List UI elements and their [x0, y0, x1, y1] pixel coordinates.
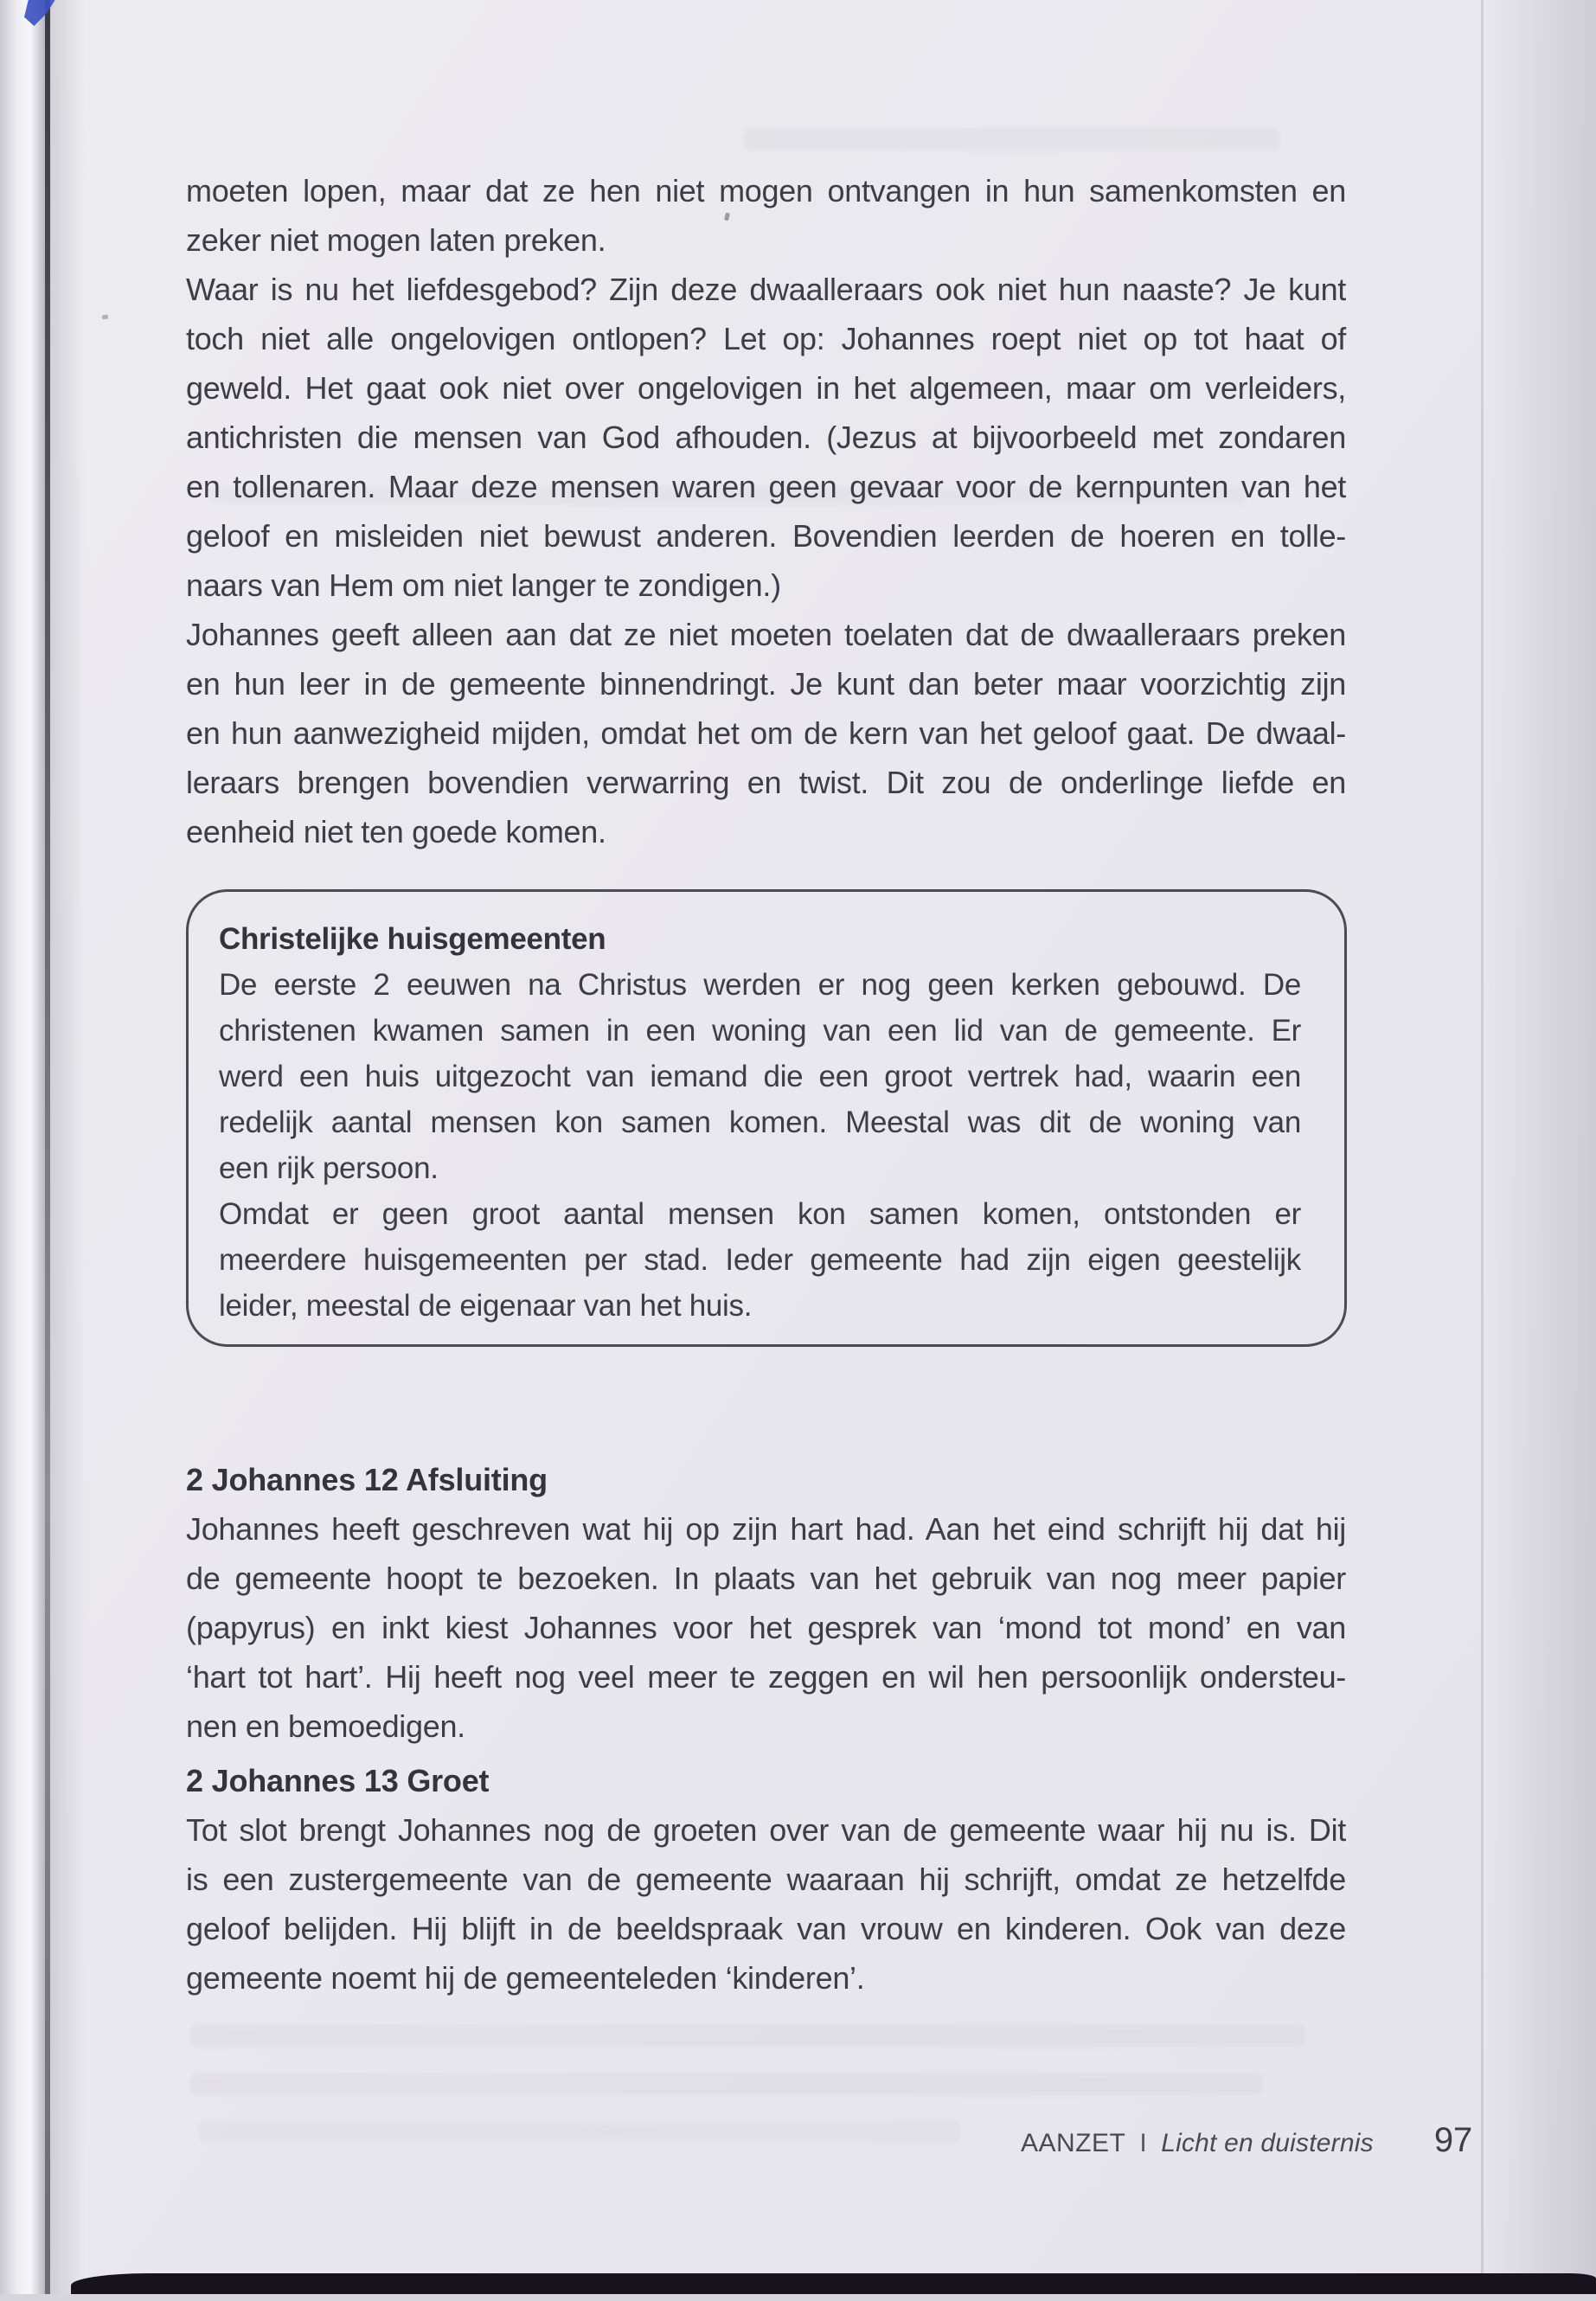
- bleedthrough-ghost-text: [190, 2073, 1263, 2095]
- page-footer: [1021, 2121, 1473, 2163]
- page-left-edge-shadow: [0, 0, 45, 2301]
- text-line: Waar is nu het liefdesgebod? Zijn deze dwaalleraars ook niet hun naaste? Je kunt: [186, 272, 1346, 307]
- text-line: eenheid niet ten goede komen.: [186, 814, 606, 849]
- text-line: moeten lopen, maar dat ze hen niet mogen ontvangen in hun samenkomsten en: [186, 173, 1346, 208]
- paragraph: [186, 265, 1346, 610]
- intro-text-block: [186, 166, 1346, 856]
- text-line: toch niet alle ongelovigen ontlopen? Let op: Johannes roept niet op tot haat of: [186, 321, 1346, 356]
- infobox-christelijke-huisgemeenten: [186, 889, 1347, 1347]
- footer-divider: I: [1139, 2129, 1148, 2157]
- scan-bottom-band: [71, 2273, 1596, 2295]
- text-line: en hun aanwezigheid mijden, omdat het om de kern van het geloof gaat. De dwaal-: [186, 715, 1346, 751]
- text-line: redelijk aantal mensen kon samen komen. Meestal was dit de woning van: [219, 1106, 1301, 1139]
- scan-bottom-strip: [0, 2294, 1596, 2301]
- section-paragraph-groet: [186, 1805, 1346, 2003]
- page-right-edge-shadow: [1484, 0, 1596, 2301]
- bleedthrough-ghost-text: [190, 2024, 1306, 2047]
- text-line: Omdat er geen groot aantal mensen kon samen komen, ontstonden er: [219, 1197, 1301, 1231]
- bleedthrough-ghost-text: [744, 128, 1280, 151]
- series-name: AANZET: [1021, 2129, 1126, 2157]
- text-line: een rijk persoon.: [219, 1151, 439, 1185]
- text-line: de gemeente hoopt te bezoeken. In plaats van het gebruik van nog meer papier: [186, 1561, 1346, 1596]
- text-line: De eerste 2 eeuwen na Christus werden er nog geen kerken gebouwd. De: [219, 968, 1301, 1002]
- text-line: en tollenaren. Maar deze mensen waren geen gevaar voor de kernpunten van het: [186, 469, 1346, 504]
- text-line: Johannes heeft geschreven wat hij op zijn hart had. Aan het eind schrijft hij dat hij: [186, 1511, 1346, 1547]
- paragraph: [186, 610, 1346, 856]
- text-line: geloof en misleiden niet bewust anderen. Bovendien leerden de hoeren en tolle-: [186, 518, 1346, 554]
- text-line: Johannes geeft alleen aan dat ze niet moeten toelaten dat de dwaalleraars preken: [186, 617, 1346, 652]
- paragraph: [186, 166, 1346, 265]
- text-line: ‘hart tot hart’. Hij heeft nog veel meer te zeggen en wil hen persoonlijk ondersteu-: [186, 1659, 1346, 1695]
- page-left-edge-fade: [50, 0, 85, 2301]
- scan-speck: [102, 315, 109, 320]
- section-heading-afsluiting: 2 Johannes 12 Afsluiting: [186, 1462, 548, 1497]
- infobox-title: Christelijke huisgemeenten: [219, 922, 606, 956]
- page-number: 97: [1433, 2121, 1473, 2159]
- text-line: leider, meestal de eigenaar van het huis.: [219, 1289, 753, 1323]
- text-line: nen en bemoedigen.: [186, 1708, 465, 1744]
- text-line: Tot slot brengt Johannes nog de groeten over van de gemeente waar hij nu is. Dit: [186, 1812, 1346, 1848]
- text-line: christenen kwamen samen in een woning van een lid van de gemeente. Er: [219, 1014, 1301, 1048]
- text-line: (papyrus) en inkt kiest Johannes voor het gesprek van ‘mond tot mond’ en van: [186, 1610, 1346, 1645]
- text-line: zeker niet mogen laten preken.: [186, 222, 606, 258]
- text-line: werd een huis uitgezocht van iemand die een groot vertrek had, waarin een: [219, 1060, 1301, 1093]
- paragraph: [219, 1191, 1301, 1329]
- text-line: geweld. Het gaat ook niet over ongelovigen in het algemeen, maar om verleiders,: [186, 370, 1346, 406]
- text-line: naars van Hem om niet langer te zondigen.): [186, 567, 781, 603]
- text-line: geloof belijden. Hij blijft in de beeldspraak van vrouw en kinderen. Ook van deze: [186, 1911, 1346, 1946]
- book-title: Licht en duisternis: [1161, 2129, 1374, 2157]
- paragraph: [219, 962, 1301, 1191]
- bleedthrough-ghost-text: [199, 2121, 960, 2142]
- section-heading-groet: 2 Johannes 13 Groet: [186, 1763, 490, 1798]
- text-line: antichristen die mensen van God afhouden. (Jezus at bijvoorbeeld met zondaren: [186, 420, 1346, 455]
- text-line: meerdere huisgemeenten per stad. Ieder gemeente had zijn eigen geestelijk: [219, 1243, 1301, 1277]
- text-line: gemeente noemt hij de gemeenteleden ‘kinderen’.: [186, 1960, 865, 1996]
- text-line: en hun leer in de gemeente binnendringt. Je kunt dan beter maar voorzichtig zijn: [186, 666, 1346, 702]
- text-line: leraars brengen bovendien verwarring en twist. Dit zou de onderlinge liefde en: [186, 765, 1346, 800]
- section-paragraph-afsluiting: [186, 1504, 1346, 1751]
- page-right-edge-line: [1481, 0, 1484, 2301]
- text-line: is een zustergemeente van de gemeente waaraan hij schrijft, omdat ze hetzelfde: [186, 1862, 1346, 1897]
